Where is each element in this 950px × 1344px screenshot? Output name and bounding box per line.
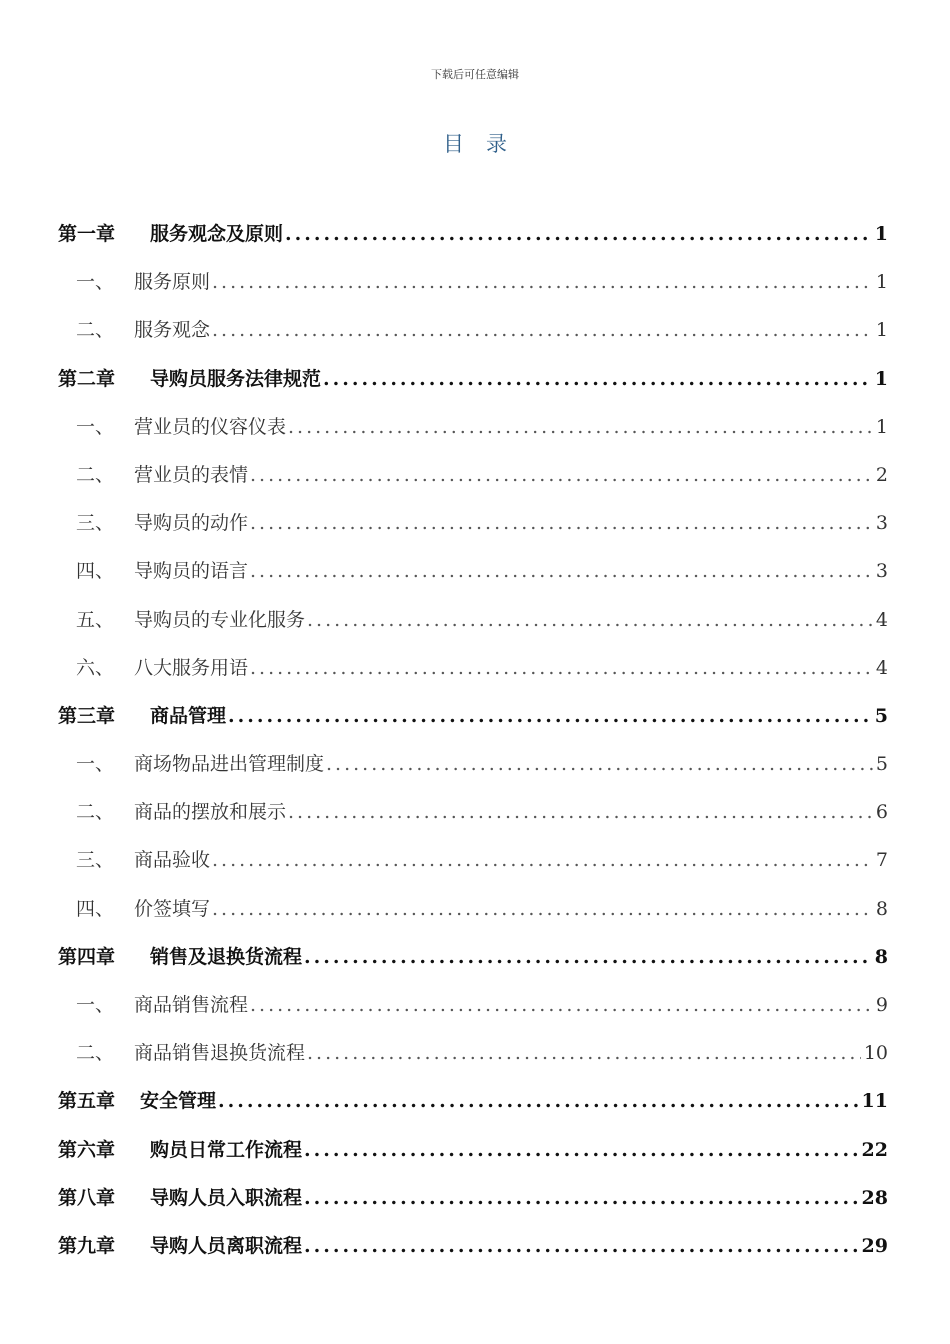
toc-section-entry[interactable]: [58, 788, 888, 836]
toc-entry-label: 服务观念: [134, 319, 211, 342]
toc-entry-label: 商品管理: [150, 704, 227, 727]
toc-entry-label: 商品销售退换货流程: [134, 1042, 306, 1065]
toc-dot-leader: [228, 692, 872, 740]
toc-chapter-entry[interactable]: [58, 1077, 888, 1125]
toc-section-entry[interactable]: [58, 403, 888, 451]
toc-entry-label: 商场物品进出管理制度: [134, 753, 325, 776]
toc-chapter-entry[interactable]: [58, 355, 888, 403]
toc-dot-leader: [212, 258, 873, 306]
toc-dot-leader: [304, 933, 872, 981]
toc-section-entry[interactable]: [58, 499, 888, 547]
toc-entry-number: 第三章: [58, 704, 116, 727]
toc-page-number: 1: [875, 319, 888, 342]
toc-entry-number: 一、: [76, 271, 115, 294]
toc-page-number: 1: [875, 271, 888, 294]
toc-entry-number: 五、: [76, 608, 115, 631]
toc-section-entry[interactable]: [58, 644, 888, 692]
toc-entry-label: 服务原则: [134, 271, 211, 294]
toc-entry-label: 价签填写: [134, 897, 211, 920]
toc-page-number: 22: [861, 1138, 888, 1161]
toc-dot-leader: [218, 1077, 859, 1125]
toc-entry-number: 二、: [76, 1042, 115, 1065]
toc-entry-label: 服务观念及原则: [150, 223, 284, 245]
toc-entry-number: 第六章: [58, 1138, 116, 1161]
toc-dot-leader: [250, 451, 873, 499]
toc-entry-number: 四、: [76, 897, 115, 920]
toc-page-number: 11: [861, 1090, 888, 1113]
toc-dot-leader: [212, 885, 873, 933]
toc-entry-label: 商品的摆放和展示: [134, 801, 287, 824]
toc-page-number: 9: [875, 994, 888, 1016]
toc-dot-leader: [250, 547, 873, 595]
toc-dot-leader: [307, 596, 873, 644]
toc-dot-leader: [304, 1126, 859, 1174]
toc-dot-leader: [288, 403, 873, 451]
toc-dot-leader: [323, 355, 872, 403]
toc-page-number: 6: [875, 801, 888, 824]
toc-entry-label: 营业员的仪容仪表: [134, 415, 287, 438]
toc-page-number: 7: [875, 849, 888, 872]
toc-section-entry[interactable]: [58, 740, 888, 788]
toc-dot-leader: [304, 1174, 859, 1222]
toc-page-number: 2: [875, 463, 888, 486]
toc-entry-number: 第一章: [58, 223, 116, 245]
toc-dot-leader: [212, 306, 873, 354]
toc-entry-number: 第八章: [58, 1186, 116, 1209]
toc-dot-leader: [304, 1222, 859, 1270]
toc-section-entry[interactable]: [58, 1029, 888, 1077]
toc-page-number: 4: [875, 656, 888, 679]
toc-dot-leader: [288, 788, 873, 836]
toc-entry-label: 导购员服务法律规范: [150, 367, 322, 390]
toc-dot-leader: [285, 210, 872, 258]
toc-section-entry[interactable]: [58, 451, 888, 499]
toc-entry-label: 八大服务用语: [134, 656, 249, 679]
toc-page-number: 10: [863, 1042, 888, 1065]
toc-entry-number: 三、: [76, 512, 115, 535]
toc-entry-label: 导购人员离职流程: [150, 1234, 303, 1257]
toc-section-entry[interactable]: [58, 547, 888, 595]
toc-entry-label: 商品销售流程: [134, 994, 249, 1016]
toc-entry-label: 购员日常工作流程: [150, 1138, 303, 1161]
toc-entry-label: 营业员的表情: [134, 463, 249, 486]
toc-section-entry[interactable]: [58, 258, 888, 306]
toc-dot-leader: [250, 644, 873, 692]
toc-entry-label: 导购员的动作: [134, 512, 249, 535]
toc-page-number: 1: [874, 367, 888, 390]
toc-chapter-entry[interactable]: [58, 1174, 888, 1222]
toc-section-entry[interactable]: [58, 885, 888, 933]
toc-entry-label: 商品验收: [134, 849, 211, 872]
toc-section-entry[interactable]: [58, 981, 888, 1029]
toc-entry-label: 导购员的语言: [134, 560, 249, 583]
toc-page-number: 8: [875, 897, 888, 920]
toc-page-number: 3: [875, 560, 888, 583]
toc-dot-leader: [307, 1029, 861, 1077]
toc-entry-number: 第五章: [58, 1090, 116, 1113]
toc-section-entry[interactable]: [58, 596, 888, 644]
toc-page-number: 4: [875, 608, 888, 631]
toc-page-number: 5: [874, 704, 888, 727]
toc-entry-label: 安全管理: [140, 1090, 217, 1113]
toc-chapter-entry[interactable]: [58, 933, 888, 981]
toc-entry-number: 一、: [76, 753, 115, 776]
toc-entry-number: 二、: [76, 463, 115, 486]
toc-dot-leader: [212, 836, 873, 884]
toc-entry-number: 六、: [76, 656, 115, 679]
toc-chapter-entry[interactable]: [58, 1222, 888, 1270]
toc-page-number: 29: [861, 1234, 888, 1257]
toc-entry-number: 第九章: [58, 1234, 116, 1257]
toc-page-number: 3: [875, 512, 888, 535]
toc-section-entry[interactable]: [58, 836, 888, 884]
page-title: 目录: [443, 132, 529, 156]
toc-page-number: 1: [875, 415, 888, 438]
toc-page-number: 1: [874, 223, 888, 245]
toc-entry-label: 导购员的专业化服务: [134, 608, 306, 631]
toc-entry-label: 销售及退换货流程: [150, 945, 303, 968]
toc-page-number: 8: [874, 945, 888, 968]
toc-entry-number: 一、: [76, 994, 115, 1016]
toc-chapter-entry[interactable]: [58, 210, 888, 258]
toc-chapter-entry[interactable]: [58, 692, 888, 740]
toc-section-entry[interactable]: [58, 306, 888, 354]
toc-entry-number: 二、: [76, 319, 115, 342]
toc-page-number: 5: [875, 753, 888, 776]
toc-dot-leader: [326, 740, 873, 788]
toc-chapter-entry[interactable]: [58, 1126, 888, 1174]
toc-entry-label: 导购人员入职流程: [150, 1186, 303, 1209]
toc-dot-leader: [250, 981, 873, 1029]
toc-entry-number: 二、: [76, 801, 115, 824]
toc-entry-number: 一、: [76, 415, 115, 438]
toc-entry-number: 第二章: [58, 367, 116, 390]
toc-entry-number: 第四章: [58, 945, 116, 968]
toc-entry-number: 三、: [76, 849, 115, 872]
table-of-contents: [58, 210, 888, 1270]
toc-entry-number: 四、: [76, 560, 115, 583]
toc-dot-leader: [250, 499, 873, 547]
page-header-note: 下载后可任意编辑: [431, 68, 519, 81]
toc-page-number: 28: [861, 1186, 888, 1209]
